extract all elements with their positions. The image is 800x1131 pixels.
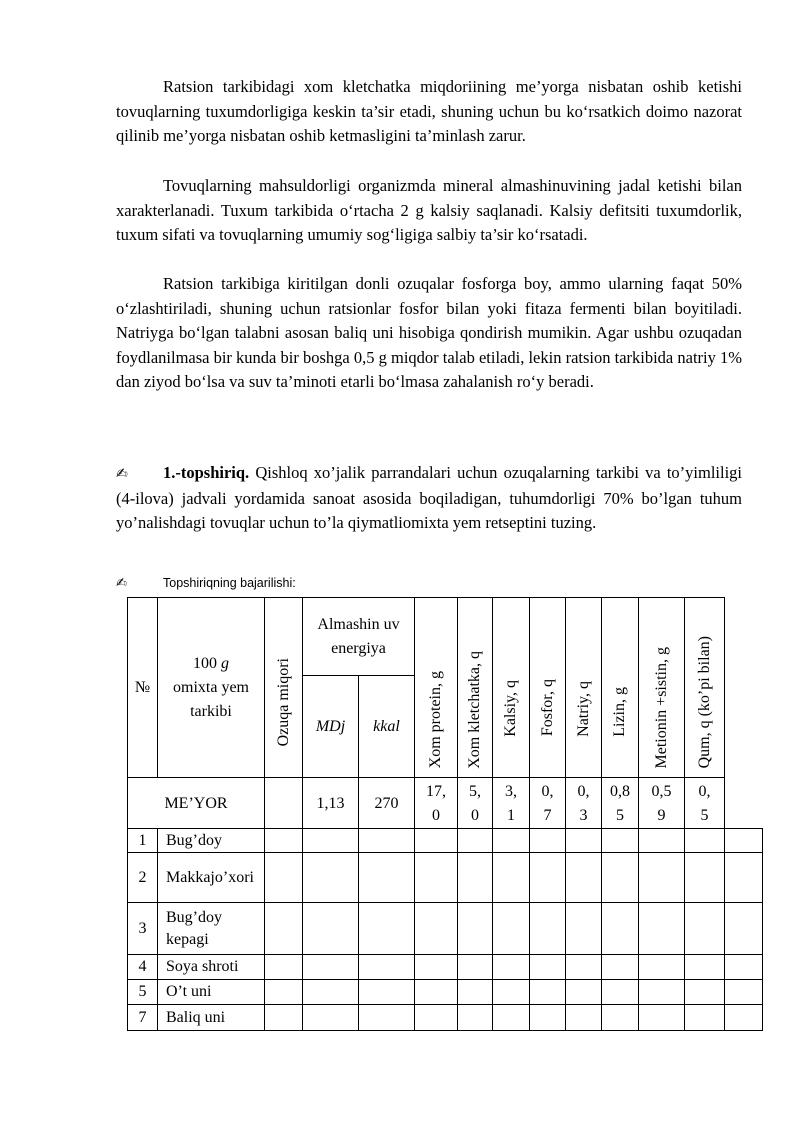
norm-phosphorus: 0, 7 bbox=[530, 778, 566, 829]
header-crude-fiber: Xom kletchatka, q bbox=[458, 598, 493, 778]
writing-hand-icon: ✍ bbox=[116, 466, 128, 482]
header-mdj: MDj bbox=[303, 676, 359, 778]
norm-protein: 17, 0 bbox=[415, 778, 458, 829]
paragraph-phosphorus: Ratsion tarkibiga kiritilgan donli ozuqalar fosforga boy, ammo ularning faqat 50% o‘zlashtiriladi, shuning uchun ratsionlar fosfor bilan yoki fitaza fermenti bilan boyitiladi. Natriyga bo‘lgan talabni asosan baliq uni hisobiga qondirish mumikin. Agar ushbu ozuqadan foydlanilmasa bir kunda bir boshga 0,5 g miqdor talab etiladi, lekin ratsion tarkibida natriy 1% dan ziyod bo‘lsa va suv ta’minoti etarli bo‘lmasa zahalanish ro‘y beradi. bbox=[116, 274, 742, 392]
norm-lysine: 0,8 5 bbox=[602, 778, 639, 829]
header-feed-amount: Ozuqa miqori bbox=[265, 598, 303, 778]
header-calcium: Kalsiy, q bbox=[493, 598, 530, 778]
paragraph-minerals: Tovuqlarning mahsuldorligi organizmda mineral almashinuvining jadal ketishi bilan xarakterlanadi. Tuxum tarkibida o‘rtacha 2 g kalsiy saqlanadi. Kalsiy defitsiti tuxumdorlik, tuxum sifati va tovuqlarning umumiy sog‘ligiga salbiy ta’sir ko‘rsatadi. bbox=[116, 176, 742, 245]
header-crude-protein: Xom protein, g bbox=[415, 598, 458, 778]
header-phosphorus: Fosfor, q bbox=[530, 598, 566, 778]
header-lysine: Lizin, g bbox=[602, 598, 639, 778]
table-row: 3 Bug’doy kepagi bbox=[128, 903, 763, 955]
table-row: 2 Makkajo’xori bbox=[128, 853, 763, 903]
writing-hand-icon: ✍ bbox=[116, 576, 127, 591]
header-feed-name: 100 g omixta yem tarkibi bbox=[158, 598, 265, 778]
norm-sodium: 0, 3 bbox=[566, 778, 602, 829]
table-row: 1 Bug’doy bbox=[128, 829, 763, 853]
norm-kkal: 270 bbox=[359, 778, 415, 829]
norm-row bbox=[128, 778, 763, 829]
header-methionine-cystine: Metionin +sistin, g bbox=[639, 598, 685, 778]
task-text: Qishloq xo’jalik parrandalari uchun ozuqalarning tarkibi va to’yimliligi (4-ilova) jadvali yordamida sanoat asosida boqiladigan, tuhumdorligi 70% bo’lgan tuhum yo’nalishdagi tovuqlar uchun to’la qiymatliomixta yem retseptini tuzing. bbox=[116, 463, 743, 533]
header-sand: Qum, q (ko’pi bilan) bbox=[685, 598, 725, 778]
task-solution-heading: ✍ Topshiriqning bajarilishi: bbox=[116, 576, 296, 591]
norm-methionine: 0,5 9 bbox=[639, 778, 685, 829]
table-row: 7 Baliq uni bbox=[128, 1005, 763, 1031]
feed-composition-table bbox=[127, 597, 763, 1031]
header-kkal: kkal bbox=[359, 676, 415, 778]
paragraph-fiber: Ratsion tarkibidagi xom kletchatka miqdoriining me’yorga nisbatan oshib ketishi tovuqlarning tuxumdorligiga keskin ta’sir etadi, shuning uchun bu ko‘rsatkich doimo nazorat qilinib me’yorga nisbatan oshib ketmasligini ta’minlash zarur. bbox=[116, 77, 742, 146]
norm-sand: 0, 5 bbox=[685, 778, 725, 829]
header-metabolizable-energy: Almashin uv energiya bbox=[303, 598, 415, 676]
table-row: 4 Soya shroti bbox=[128, 955, 763, 980]
norm-amount bbox=[265, 778, 303, 829]
task-paragraph bbox=[116, 461, 742, 536]
norm-label: ME’YOR bbox=[128, 778, 265, 829]
norm-fiber: 5, 0 bbox=[458, 778, 493, 829]
norm-mdj: 1,13 bbox=[303, 778, 359, 829]
table-row: 5 O’t uni bbox=[128, 980, 763, 1005]
header-sodium: Natriy, q bbox=[566, 598, 602, 778]
norm-calcium: 3, 1 bbox=[493, 778, 530, 829]
header-number: № bbox=[128, 598, 158, 778]
task-title: 1.-topshiriq. bbox=[163, 463, 250, 482]
